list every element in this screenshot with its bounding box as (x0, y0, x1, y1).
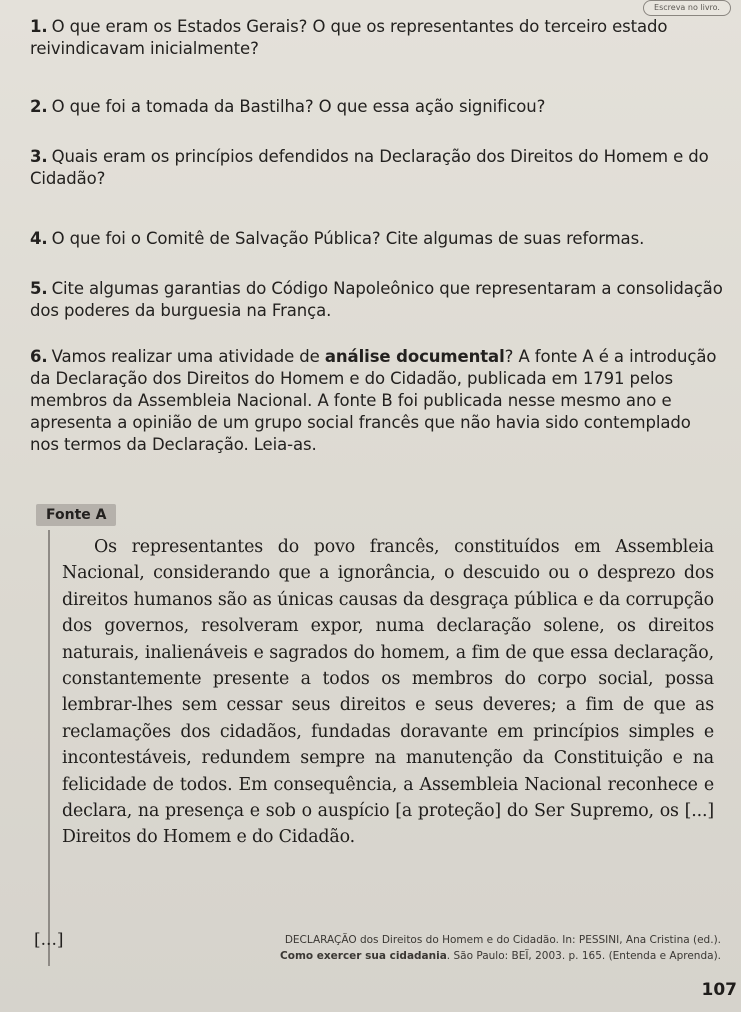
question-number: 6. (30, 347, 48, 366)
source-a-citation (61, 932, 721, 964)
question-text-start: Vamos realizar uma atividade de (51, 347, 325, 366)
question-number: 2. (30, 97, 48, 116)
question-2 (30, 96, 723, 118)
source-a-text: Os representantes do povo francês, constituídos em Assembleia Nacional, considerando que a ignorância, o descuido ou o desprezo dos direitos humanos são as únicas causas da desgraça pública e da corrupção dos governos, resolveram expor, numa declaração solene, os direitos naturais, inalienáveis e sagrados do homem, a fim de que essa declaração, constantemente presente a todos os membros do corpo social, possa lembrar-lhes sem cessar seus direitos e seus deveres; a fim de que as reclamações dos cidadãos, fundadas doravante em princípios simples e incontestáveis, redundem sempre na manutenção da Constituição e na felicidade de todos. Em consequência, a Assembleia Nacional reconhece e declara, na presença e sob o auspício [a proteção] do Ser Supremo, os [...] Direitos do Homem e do Cidadão. (62, 537, 714, 848)
question-number: 3. (30, 147, 48, 166)
citation-line-1: DECLARAÇÃO dos Direitos do Homem e do Cidadão. In: PESSINI, Ana Cristina (ed.). (284, 934, 721, 946)
write-in-book-badge: Escreva no livro. (643, 0, 731, 16)
source-a-ellipsis: [...] (34, 930, 64, 950)
citation-book-title: Como exercer sua cidadania (280, 950, 447, 962)
question-text: O que foi a tomada da Bastilha? O que essa ação significou? (51, 97, 546, 116)
question-5 (30, 278, 723, 322)
question-number: 4. (30, 229, 48, 248)
page-number: 107 (701, 980, 737, 1000)
citation-details: . São Paulo: BEĨ, 2003. p. 165. (Entenda e Aprenda). (446, 950, 721, 962)
question-4 (30, 228, 723, 250)
question-6 (30, 346, 723, 456)
question-3 (30, 146, 723, 190)
source-a-label: Fonte A (36, 504, 116, 526)
citation-line-2 (61, 948, 721, 964)
question-1 (30, 16, 723, 60)
question-number: 1. (30, 17, 48, 36)
question-text: Cite algumas garantias do Código Napoleônico que representaram a consolidação dos poderes da burguesia na França. (30, 279, 723, 320)
question-text: O que foi o Comitê de Salvação Pública? Cite algumas de suas reformas. (51, 229, 645, 248)
question-text-highlight: análise documental (324, 347, 505, 366)
question-text: Quais eram os princípios defendidos na Declaração dos Direitos do Homem e do Cidadão? (30, 147, 709, 188)
question-number: 5. (30, 279, 48, 298)
source-a-block (48, 530, 718, 966)
question-text: O que eram os Estados Gerais? O que os representantes do terceiro estado reivindicavam inicialmente? (30, 17, 668, 58)
question-text-end: ? A fonte A é a introdução da Declaração dos Direitos do Homem e do Cidadão, publicada em 1791 pelos membros da Assembleia Nacional. A fonte B foi publicada nesse mesmo ano e apresenta a opinião de um grupo social francês que não havia sido contemplado nos termos da Declaração. Leia-as. (30, 347, 717, 454)
